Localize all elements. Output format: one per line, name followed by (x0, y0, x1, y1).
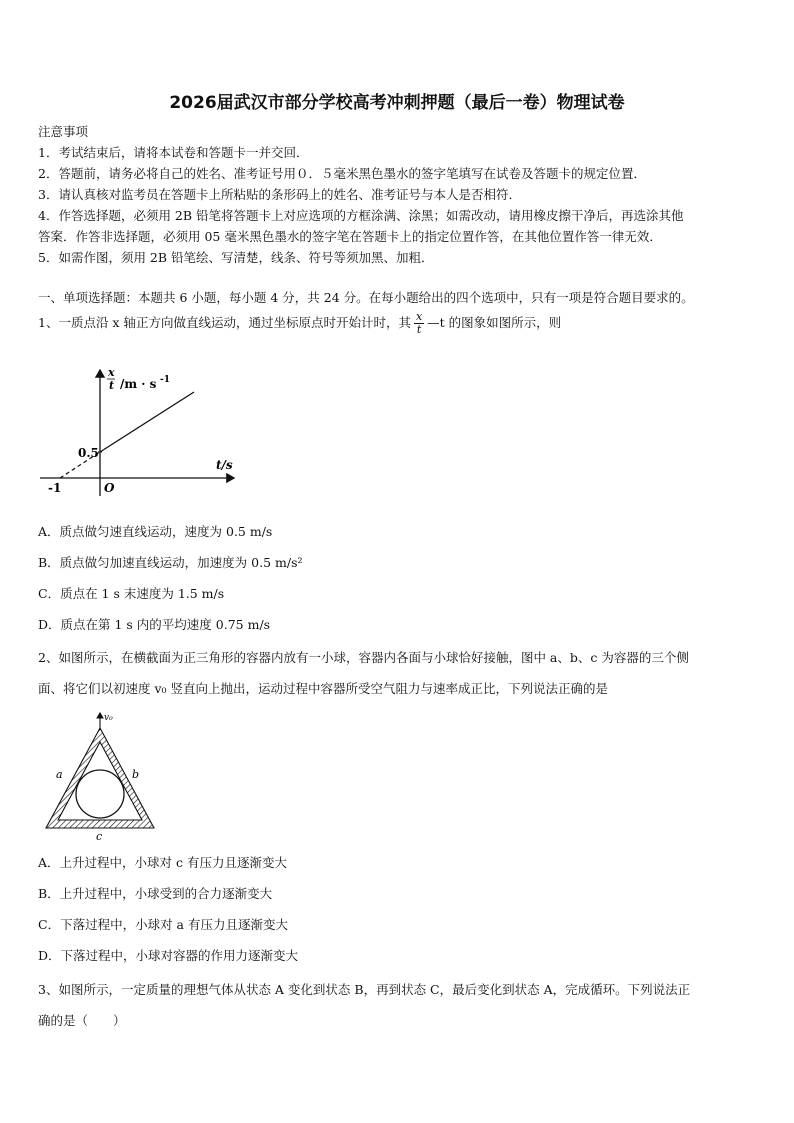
tick-label-y: 0.5 (78, 446, 99, 460)
ball (76, 770, 124, 818)
x-axis-label: t/s (216, 458, 233, 472)
question-1-option-a: A．质点做匀速直线运动，速度为 0.5 m/s (38, 524, 273, 539)
notice-item: 4．作答选择题，必须用 2B 铅笔将答题卡上对应选项的方框涂满、涂黑；如需改动，请用橡皮擦干净后，再选涂其他 (38, 208, 684, 223)
question-1-option-d: D．质点在第 1 s 内的平均速度 0.75 m/s (38, 617, 271, 632)
notice-heading: 注意事项 (38, 124, 89, 139)
notice-item: 5．如需作图，须用 2B 铅笔绘、写清楚，线条、符号等须加黑、加粗． (38, 250, 434, 265)
data-line (100, 392, 194, 452)
question-3-stem-line-1: 3、如图所示，一定质量的理想气体从状态 A 变化到状态 B，再到状态 C，最后变化到状态 A，完成循环。下列说法正 (38, 982, 691, 997)
y-label-numerator: x (108, 366, 115, 379)
velocity-label: v₀ (104, 713, 113, 723)
question-1-option-c: C．质点在 1 s 末速度为 1.5 m/s (38, 586, 225, 601)
section-heading: 一、单项选择题：本题共 6 小题，每小题 4 分，共 24 分。在每小题给出的四个选项中，只有一项是符合题目要求的。 (38, 290, 694, 305)
fraction-x-over-t: $\frac{x}{t}$ (415, 310, 423, 336)
notice-item: 2．答题前，请务必将自己的姓名、准考证号用０．５毫米黑色墨水的签字笔填写在试卷及答题卡的规定位置． (38, 166, 646, 181)
question-2-stem-line-2: 面、将它们以初速度 v₀ 竖直向上抛出，运动过程中容器所受空气阻力与速率成正比，下列说法正确的是 (38, 681, 609, 696)
question-1-graph (36, 362, 246, 502)
y-unit: /m · s (120, 377, 157, 391)
question-1-stem-end: —t 的图象如图所示，则 (427, 315, 562, 330)
origin-label: O (104, 481, 115, 495)
side-label-b: b (132, 768, 140, 781)
y-unit-exponent: -1 (160, 375, 170, 385)
tick-label-x: -1 (48, 481, 62, 495)
page-title: 2026届武汉市部分学校高考冲刺押题（最后一卷）物理试卷 (169, 93, 625, 113)
question-2-figure (42, 708, 166, 842)
side-label-a: a (56, 768, 63, 781)
question-1-option-b: B．质点做匀加速直线运动，加速度为 0.5 m/s² (38, 555, 303, 570)
notice-item: 3．请认真核对监考员在答题卡上所粘贴的条形码上的姓名、准考证号与本人是否相符． (38, 187, 521, 202)
question-2-option-b: B．上升过程中，小球受到的合力逐渐变大 (38, 886, 273, 901)
question-2-option-c: C．下落过程中，小球对 a 有压力且逐渐变大 (38, 917, 288, 932)
question-2-option-a: A．上升过程中，小球对 c 有压力且逐渐变大 (38, 855, 287, 870)
question-1-stem (38, 311, 561, 336)
question-3-stem-line-2: 确的是（ ） (38, 1013, 126, 1028)
side-label-c: c (96, 830, 103, 842)
notice-item: 答案．作答非选择题，必须用 05 毫米黑色墨水的签字笔在答题卡上的指定位置作答，在其他位置作答一律无效． (38, 229, 662, 244)
notice-item: 1．考试结束后，请将本试卷和答题卡一并交回． (38, 145, 309, 160)
y-label-denominator: t (109, 379, 115, 392)
question-1-stem-start: 1、一质点沿 x 轴正方向做直线运动，通过坐标原点时开始计时，其 (38, 315, 411, 330)
question-2-stem-line-1: 2、如图所示，在横截面为正三角形的容器内放有一小球，容器内各面与小球恰好接触，图中 a、b、c 为容器的三个侧 (38, 650, 689, 665)
question-2-option-d: D．下落过程中，小球对容器的作用力逐渐变大 (38, 948, 299, 963)
